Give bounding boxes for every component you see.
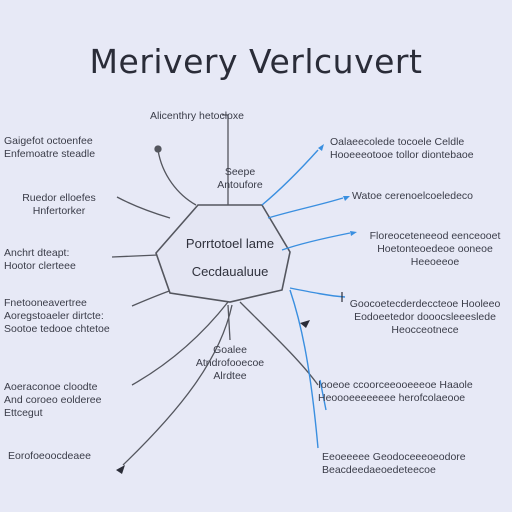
connector-left-2 xyxy=(117,197,170,218)
connector-left-3 xyxy=(112,255,158,257)
node-upper-left xyxy=(155,146,161,152)
label-left-2: Ruedor elloefes Hnfertorker xyxy=(22,192,96,217)
label-right-5: Iooeoe ccoorceeooeeeoe Haaole Heoooeeeeeeee herofcolaeooe xyxy=(318,379,473,404)
label-top: Alicenthry hetocloxe xyxy=(150,110,244,122)
connector-inner xyxy=(228,305,230,340)
label-right-6: Eeoeeeee Geodoceeeoeodore Beacdeedaeoedeteecoe xyxy=(322,451,466,476)
label-left-6: Eorofoeoocdeaee xyxy=(8,450,91,462)
connector-bottom xyxy=(123,305,232,465)
label-right-3: Floreoceteneeod eenceooet Hoetonteoedeoe ooneoe Heeoeeoe xyxy=(369,230,501,268)
blue-line-5 xyxy=(290,290,318,448)
label-left-3: Anchrt dteapt: Hootor clerteee xyxy=(4,247,76,272)
label-left-4: Fnetooneavertree Aoregstoaeler dirtcte: Sootoe tedooe chtetoe xyxy=(4,297,110,335)
label-left-1: Gaigefot octoenfee Enfemoatre steadle xyxy=(4,135,96,160)
label-right-2: Watoe cerenoelcoeledeco xyxy=(352,190,474,202)
diagram-title: Merivery Verlcuvert xyxy=(89,42,423,81)
blue-line-2 xyxy=(268,198,343,218)
label-inner-bottom: Goalee Atndrofooecoe Alrdtee xyxy=(195,344,265,382)
arrowhead-2 xyxy=(343,196,350,201)
label-inner-top: Seepe Antoufore xyxy=(217,166,263,191)
blue-line-3 xyxy=(282,233,350,250)
center-hexagon[interactable] xyxy=(156,205,290,302)
arrowhead-3 xyxy=(350,231,357,236)
label-right-1: Oalaeecolede tocoele Celdle Hooeeeotooe tollor diontebaoe xyxy=(330,136,474,161)
center-label-2: Cecdaualuue xyxy=(191,264,269,279)
center-label-1: Porrtotoel lame xyxy=(185,236,275,251)
arrow-marker-2 xyxy=(116,465,125,474)
connector-upper-left xyxy=(158,150,196,205)
label-right-4: Goocoetecderdeccteoe Hooleeo Eodoeetedor dooocsleeeslede Heocceotnece xyxy=(349,298,501,336)
arrowhead-1 xyxy=(318,144,324,151)
arrow-marker-1 xyxy=(300,320,310,328)
label-left-5: Aoeraconoe cloodte And coroeo eolderee Ettcegut xyxy=(4,381,102,419)
blue-line-4 xyxy=(290,288,345,297)
